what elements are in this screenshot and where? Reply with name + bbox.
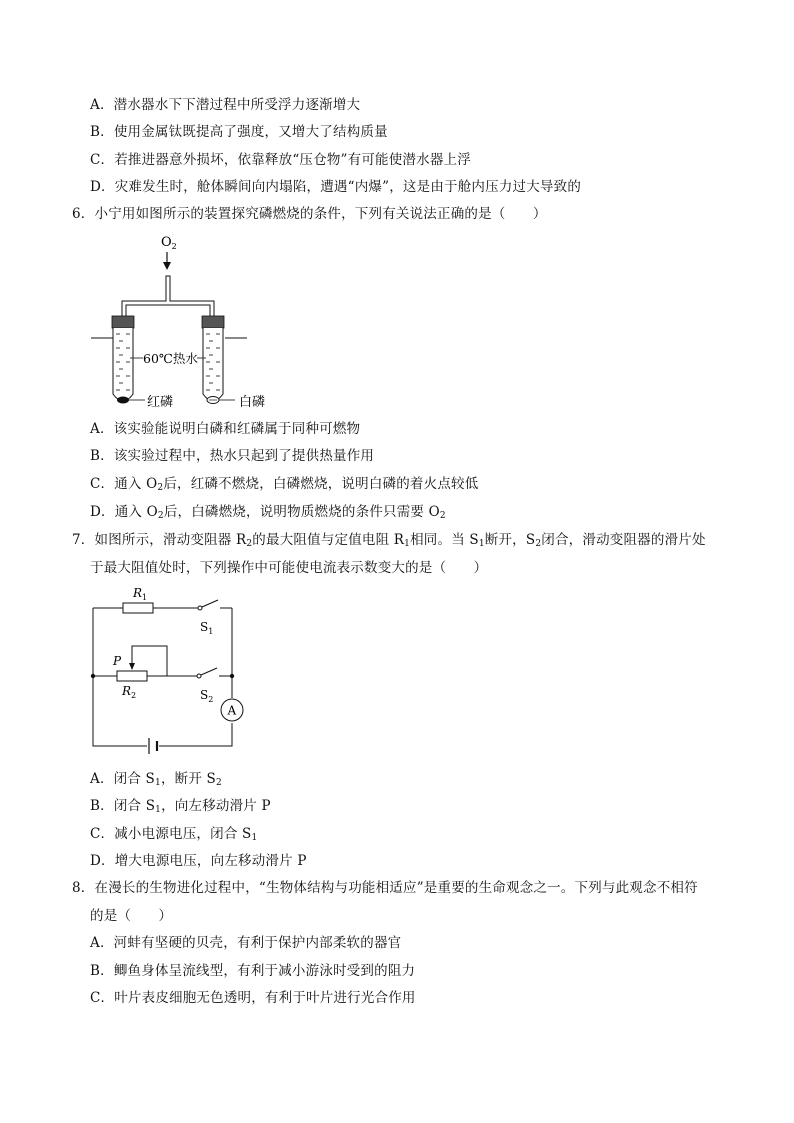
q6-phosphorus-apparatus-figure — [85, 228, 285, 413]
ammeter-label: A — [227, 703, 237, 718]
q6-option-d: D．通入 $O_2$后，白磷燃烧，说明物质燃烧的条件只需要 $O_2$ — [90, 504, 446, 521]
switch-s2-pivot — [197, 674, 201, 678]
q7-stem-line2: 于最大阻值处时，下列操作中可能使电流表示数变大的是（ ） — [90, 560, 488, 576]
o2-label: $O_2$ — [161, 235, 177, 251]
s1-label: $S_1$ — [200, 620, 214, 636]
gas-tube-outer — [122, 276, 214, 321]
p-label: P — [113, 654, 122, 668]
q8-option-a: A．河蚌有坚硬的贝壳，有利于保护内部柔软的器官 — [90, 935, 402, 951]
q7-circuit-diagram — [85, 583, 255, 758]
q6-option-c: C．通入 $O_2$后，红磷不燃烧，白磷燃烧，说明白磷的着火点较低 — [90, 476, 479, 493]
q7-option-b: B．闭合 $S_1$，向左移动滑片 P — [90, 798, 271, 815]
q8-option-b: B．鲫鱼身体呈流线型，有利于减小游泳时受到的阻力 — [90, 963, 416, 979]
left-stopper — [112, 316, 134, 328]
red-phosphorus-label: 红磷 — [147, 395, 174, 410]
r1-label: $R_1$ — [133, 586, 148, 602]
gas-tube-inner — [126, 305, 210, 321]
q5-option-d: D．灾难发生时，舱体瞬间向内塌陷，遭遇“内爆”，这是由于舱内压力过大导致的 — [90, 179, 582, 195]
q8-stem-line1: 8．在漫长的生物进化过程中，“生物体结构与功能相适应”是重要的生命观念之一。下列与此观念不相符 — [72, 880, 698, 896]
right-stopper — [202, 316, 224, 328]
o2-arrow-head — [163, 262, 171, 270]
junction-right — [230, 674, 234, 678]
switch-s2-blade — [201, 668, 217, 675]
q5-option-c: C．若推进器意外损坏，依靠释放“压仓物”有可能使潜水器上浮 — [90, 152, 471, 168]
wire-bottom-right — [159, 723, 232, 746]
switch-s1-pivot — [198, 606, 202, 610]
q8-option-c: C．叶片表皮细胞无色透明，有利于叶片进行光合作用 — [90, 990, 416, 1006]
resistor-r1 — [123, 603, 153, 613]
white-phosphorus-label: 白磷 — [239, 395, 266, 410]
q7-option-d: D．增大电源电压，向左移动滑片 P — [90, 853, 307, 869]
q6-option-a: A．该实验能说明白磷和红磷属于同种可燃物 — [90, 421, 361, 437]
slider-p-arrow — [129, 663, 135, 670]
q5-option-a: A．潜水器水下下潜过程中所受浮力逐渐增大 — [90, 97, 361, 113]
switch-s1-blade — [202, 600, 218, 607]
q8-stem-line2: 的是（ ） — [90, 908, 173, 924]
q7-stem-line1: 7．如图所示，滑动变阻器 $R_2$的最大阻值与定值电阻 $R_1$相同。当 $S_1$断开，$S_2$闭合，滑动变阻器的滑片处 — [72, 532, 706, 549]
q5-option-b: B．使用金属钛既提高了强度，又增大了结构质量 — [90, 124, 388, 140]
q6-option-b: B．该实验过程中，热水只起到了提供热量作用 — [90, 448, 375, 464]
r2-label: $R_2$ — [122, 684, 137, 700]
rheostat-r2 — [117, 671, 147, 681]
q7-option-a: A．闭合 $S_1$，断开 $S_2$ — [90, 771, 222, 788]
q7-option-c: C．减小电源电压，闭合 $S_1$ — [90, 826, 258, 843]
red-phosphorus — [117, 397, 129, 404]
q6-stem: 6．小宁用如图所示的装置探究磷燃烧的条件，下列有关说法正确的是（ ） — [72, 206, 547, 222]
hot-water-label: 60℃热水 — [143, 351, 198, 366]
s2-label: $S_2$ — [200, 688, 214, 704]
